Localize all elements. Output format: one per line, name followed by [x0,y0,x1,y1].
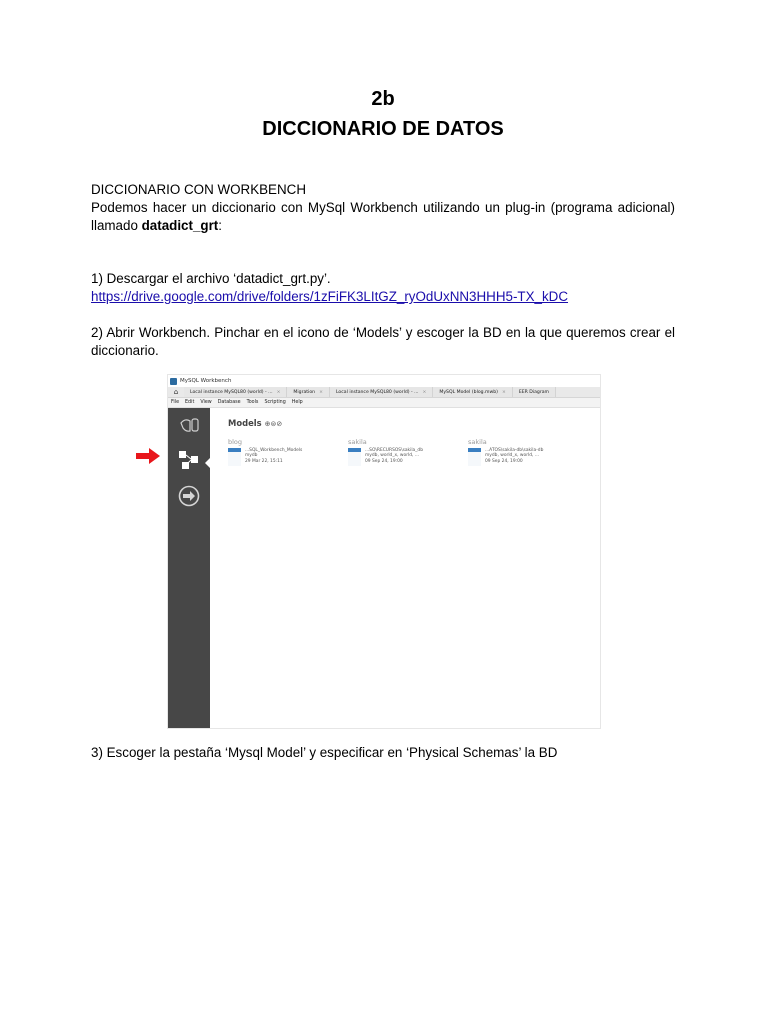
workbench-logo-icon [170,378,177,385]
tab-migration[interactable] [287,387,330,397]
close-icon[interactable]: × [422,389,427,395]
model-name: sakila [468,438,487,446]
tab-local-instance-1[interactable] [184,387,287,397]
migration-icon[interactable] [176,484,202,508]
menu-file[interactable]: File [171,400,180,405]
models-icon[interactable] [176,448,202,472]
plugin-name: datadict_grt [141,218,219,233]
model-schemas: mydb, world_x, world, ... [485,453,539,459]
model-file-icon [348,448,361,466]
tab-local-instance-2[interactable] [330,387,433,397]
tab-label: Local instance MySQL80 (world) - ... [190,389,273,395]
home-icon[interactable]: ⌂ [173,388,179,396]
workbench-screenshot [167,374,601,729]
model-path: ...SO\RECURSOS\sakila_db [365,448,423,453]
tab-label: Migration [293,389,316,395]
model-date: 09 Sep 24, 19:00 [485,458,523,464]
model-file-icon [228,448,241,466]
step1-text: 1) Descargar el archivo ‘datadict_grt.py’. [91,271,331,286]
model-name: sakila [348,438,367,446]
section-subtitle: DICCIONARIO CON WORKBENCH [91,182,307,197]
menu-scripting[interactable]: Scripting [264,400,286,405]
close-icon[interactable]: × [319,389,323,395]
menu-view[interactable]: View [200,400,212,405]
menu-edit[interactable]: Edit [185,400,195,405]
step2-text: 2) Abrir Workbench. Pinchar en el icono de ‘Models’ y escoger la BD en la que queremos crear el diccionario. [91,325,675,358]
model-schemas: mydb, world_x, world, ... [365,453,419,459]
model-card-sakila-1[interactable] [348,438,458,466]
window-title: MySQL Workbench [180,378,232,384]
model-card-blog[interactable] [228,438,338,466]
model-path: ...SQL_Workbench_Models [245,448,303,453]
download-link[interactable]: https://drive.google.com/drive/folders/1zFiFK3LItGZ_ryOdUxNN3HHH5-TX_kDC [91,289,569,304]
intro-paragraph [91,199,675,235]
close-icon[interactable]: × [276,389,281,395]
model-date: 09 Sep 24, 19:00 [365,458,403,464]
menu-database[interactable]: Database [217,400,241,405]
tab-mysql-model[interactable] [433,387,512,397]
tab-bar [168,387,600,398]
window-titlebar [168,375,600,387]
model-schemas: mydb [245,453,258,459]
models-action-icons[interactable]: ⊕⊜⊘ [264,420,283,428]
step3-text: 3) Escoger la pestaña ‘Mysql Model’ y especificar en ‘Physical Schemas’ la BD [91,745,558,760]
sidebar [168,408,210,728]
model-file-icon [468,448,481,466]
tab-eer-diagram[interactable] [513,387,556,397]
menu-help[interactable]: Help [291,400,303,405]
models-title-text: Models [228,418,262,428]
model-path: ...ATOS\sakila-db\sakila-db [485,448,544,453]
tab-label: MySQL Model (blog.mwb) [439,389,498,395]
model-name: blog [228,438,243,446]
intro-text: Podemos hacer un diccionario con MySql Workbench utilizando un plug-in (programa adicional) llamado [91,200,675,233]
page-title: DICCIONARIO DE DATOS [262,118,504,140]
red-arrow-icon [136,448,160,464]
tab-label: EER Diagram [518,389,550,395]
step1-link-row [91,288,675,306]
model-card-sakila-2[interactable] [468,438,578,466]
models-panel [210,408,600,728]
close-icon[interactable]: × [501,389,506,395]
menu-bar [168,398,600,408]
model-date: 29 Mar 22, 15:11 [245,458,283,464]
models-heading [228,418,282,428]
menu-tools[interactable]: Tools [246,400,259,405]
tab-label: Local instance MySQL80 (world) - ... [335,389,419,395]
connections-dolphin-icon[interactable] [176,414,202,438]
page-title-number: 2b [371,88,395,110]
intro-colon: : [218,218,222,233]
